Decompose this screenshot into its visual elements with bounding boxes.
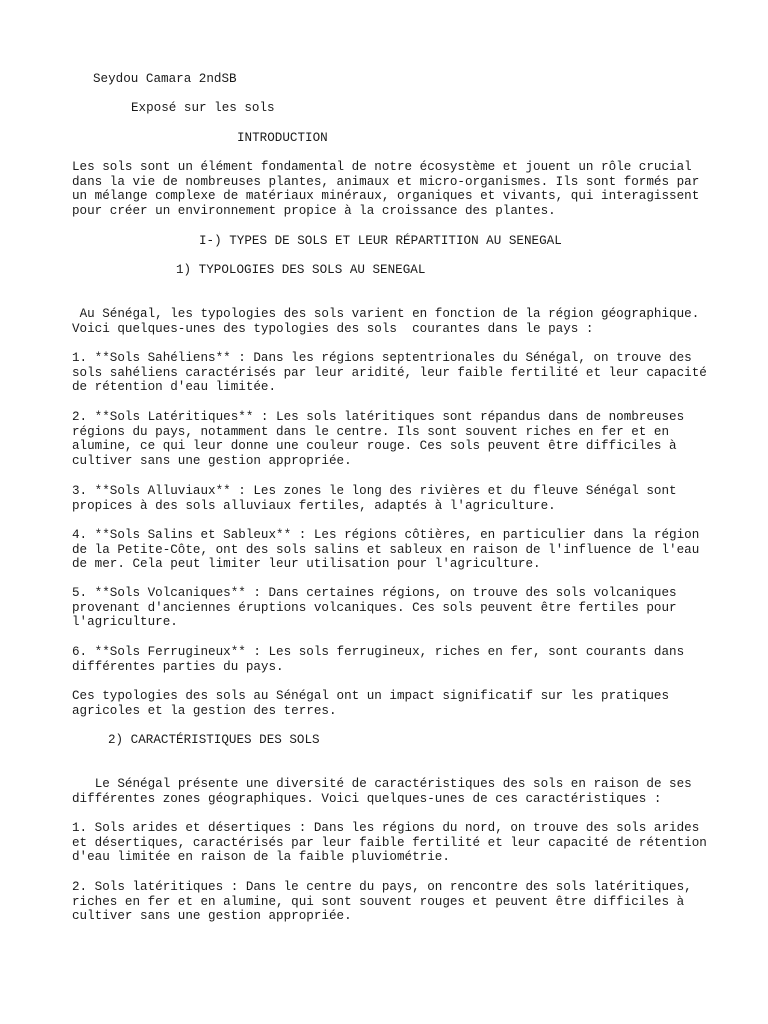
list-item: 2. Sols latéritiques : Dans le centre du pays, on rencontre des sols latéritiques, riches en fer et en alumine, qui sont souvent rouges et peuvent être difficiles à cultiver sans une gestion appropriée. <box>72 880 692 924</box>
list-item: 2. **Sols Latéritiques** : Les sols latéritiques sont répandus dans de nombreuses régions du pays, notamment dans le centre. Ils sont souvent riches en fer et en alumine, ce qui leur donne une couleur rouge. Ces sols peuvent être difficiles à cultiver sans une gestion appropriée. <box>72 410 685 469</box>
author-line: Seydou Camara 2ndSB <box>93 72 237 86</box>
subsection-2-lead: Le Sénégal présente une diversité de caractéristiques des sols en raison de ses différentes zones géographiques. Voici quelques-unes de ces caractéristiques : <box>72 777 700 806</box>
subsection-1-conclusion: Ces typologies des sols au Sénégal ont un impact significatif sur les pratiques agricoles et la gestion des terres. <box>72 689 670 718</box>
intro-heading: INTRODUCTION <box>237 131 328 145</box>
topic-line: Exposé sur les sols <box>131 101 275 115</box>
section-1-heading: I-) TYPES DE SOLS ET LEUR RÉPARTITION AU SENEGAL <box>199 234 562 248</box>
subsection-1-heading: 1) TYPOLOGIES DES SOLS AU SENEGAL <box>176 263 426 277</box>
list-item: 5. **Sols Volcaniques** : Dans certaines régions, on trouve des sols volcaniques provenant d'anciennes éruptions volcaniques. Ces sols peuvent être fertiles pour l'agriculture. <box>72 586 677 630</box>
subsection-2-heading: 2) CARACTÉRISTIQUES DES SOLS <box>108 733 320 747</box>
list-item: 1. **Sols Sahéliens** : Dans les régions septentrionales du Sénégal, on trouve des sols sahéliens caractérisés par leur aridité, leur faible fertilité et leur capacité de rétention d'eau limitée. <box>72 351 707 395</box>
list-item: 3. **Sols Alluviaux** : Les zones le long des rivières et du fleuve Sénégal sont propices à des sols alluviaux fertiles, adaptés à l'agriculture. <box>72 484 677 513</box>
list-item: 6. **Sols Ferrugineux** : Les sols ferrugineux, riches en fer, sont courants dans différentes parties du pays. <box>72 645 685 674</box>
intro-paragraph: Les sols sont un élément fondamental de notre écosystème et jouent un rôle crucial dans la vie de nombreuses plantes, animaux et micro-organismes. Ils sont formés par un mélange complexe de matériaux minéraux, organiques et vivants, qui interagissent pour créer un environnement propice à la croissance des plantes. <box>72 160 700 219</box>
subsection-1-lead: Au Sénégal, les typologies des sols varient en fonction de la région géographique. Voici quelques-unes des typologies des sols courantes dans le pays : <box>72 307 707 336</box>
list-item: 4. **Sols Salins et Sableux** : Les régions côtières, en particulier dans la région de la Petite-Côte, ont des sols salins et sableux en raison de l'influence de l'eau de mer. Cela peut limiter leur utilisation pour l'agriculture. <box>72 528 700 572</box>
list-item: 1. Sols arides et désertiques : Dans les régions du nord, on trouve des sols arides et désertiques, caractérisés par leur faible fertilité et leur capacité de rétention d'eau limitée en raison de la faible pluviométrie. <box>72 821 707 865</box>
